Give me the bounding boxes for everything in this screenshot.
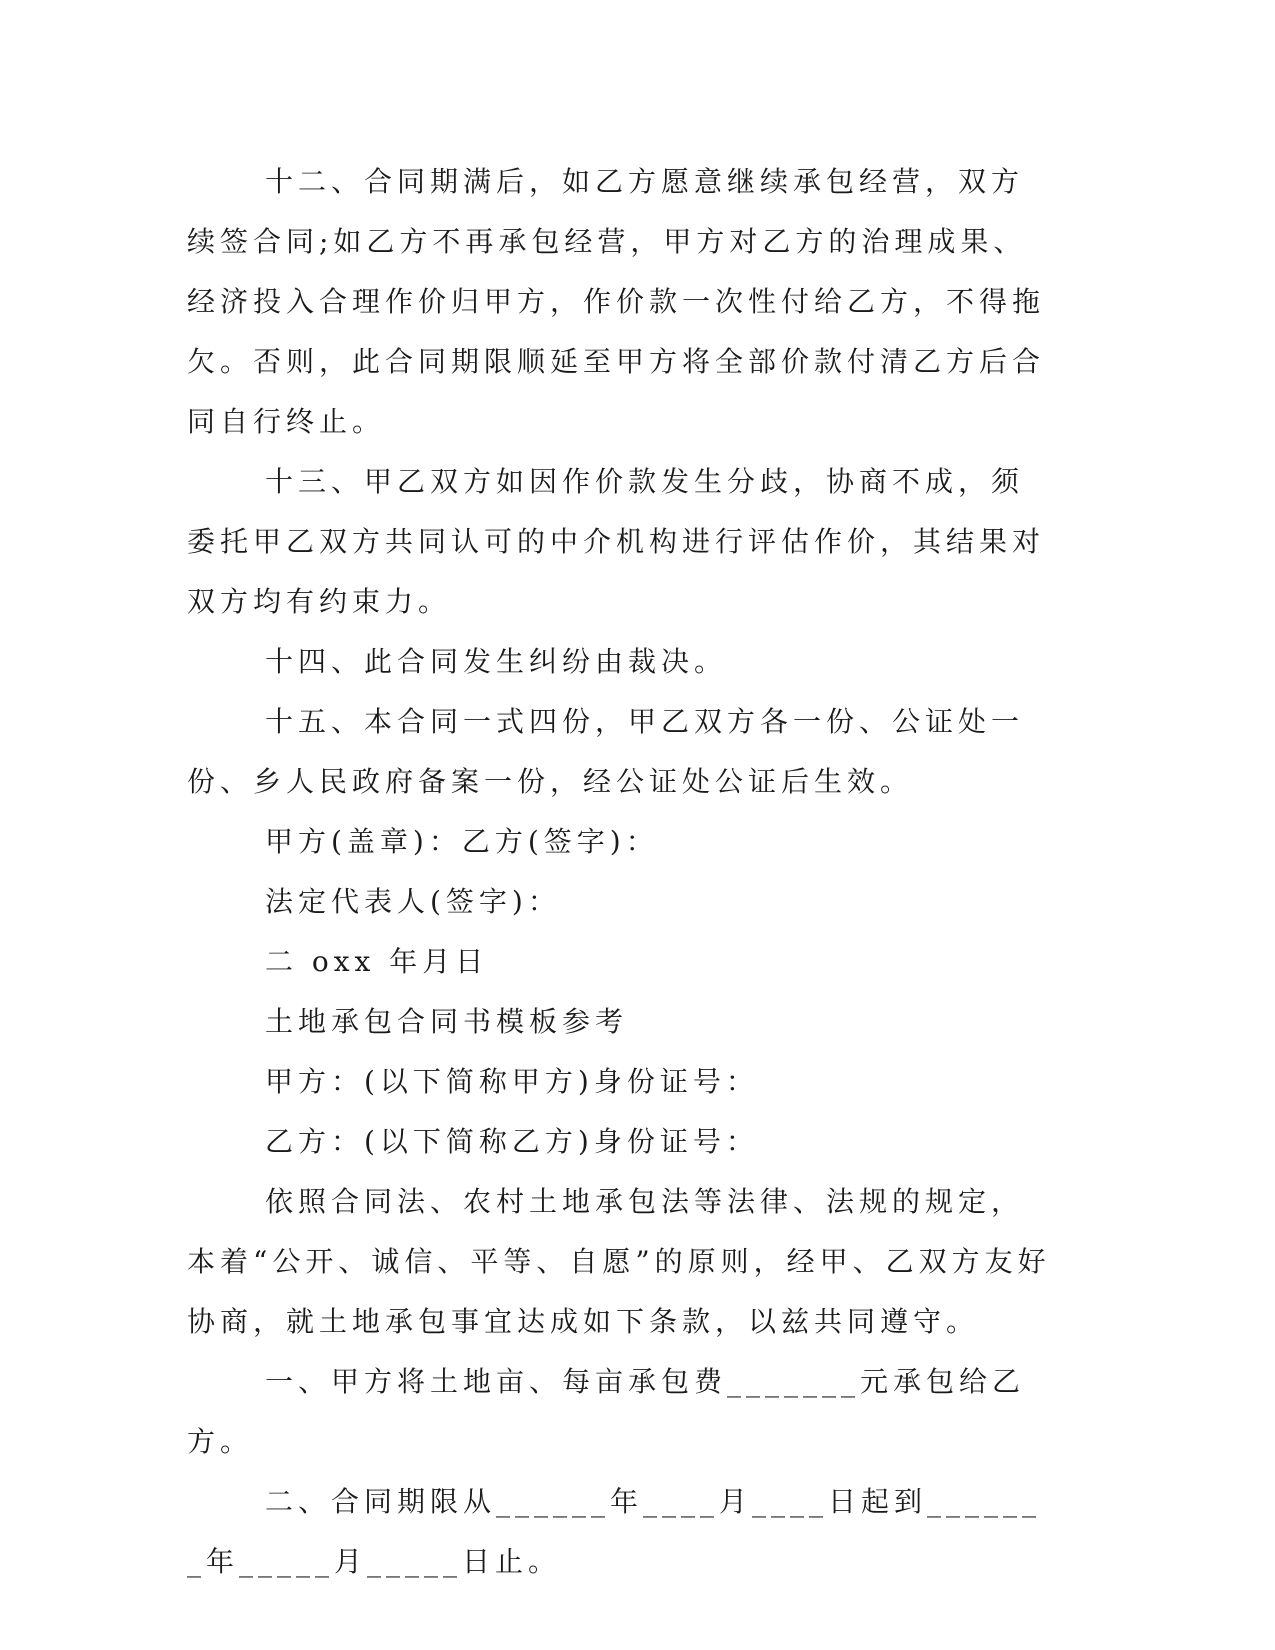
clause-15: 十五、本合同一式四份，甲乙双方各一份、公证处一份、乡人民政府备案一份，经公证处公证后生效。: [187, 705, 1025, 798]
clause-13: 十三、甲乙双方如因作价款发生分歧，协商不成，须委托甲乙双方共同认可的中介机构进行评估作价，其结果对双方均有约束力。: [187, 465, 1046, 618]
clause-2: 二、合同期限从______年____月____日起到_______年_____月_____日止。: [187, 1485, 1042, 1578]
clause-1: 一、甲方将土地亩、每亩承包费_______元承包给乙方。: [187, 1365, 1026, 1458]
clause-14: 十四、此合同发生纠纷由裁决。: [265, 645, 728, 678]
clause-12: 十二、合同期满后，如乙方愿意继续承包经营，双方续签合同;如乙方不再承包经营，甲方对乙方的治理成果、经济投入合理作价归甲方，作价款一次性付给乙方，不得拖欠。否则，此合同期限顺延至甲方将全部价款付清乙方后合同自行终止。: [187, 165, 1046, 438]
section-title: 土地承包合同书模板参考: [265, 1005, 629, 1038]
preamble: 依照合同法、农村土地承包法等法律、法规的规定，本着“公开、诚信、平等、自愿”的原则，经甲、乙双方友好协商，就土地承包事宜达成如下条款，以兹共同遵守。: [187, 1185, 1051, 1338]
date-line: 二 oxx 年月日: [265, 945, 489, 978]
party-b-line: 乙方：(以下简称乙方)身份证号：: [265, 1125, 759, 1158]
party-a-line: 甲方：(以下简称甲方)身份证号：: [265, 1065, 759, 1098]
signature-legal-rep: 法定代表人(签字)：: [265, 885, 561, 918]
signature-party-a-b: 甲方(盖章)：乙方(签字)：: [265, 825, 659, 858]
